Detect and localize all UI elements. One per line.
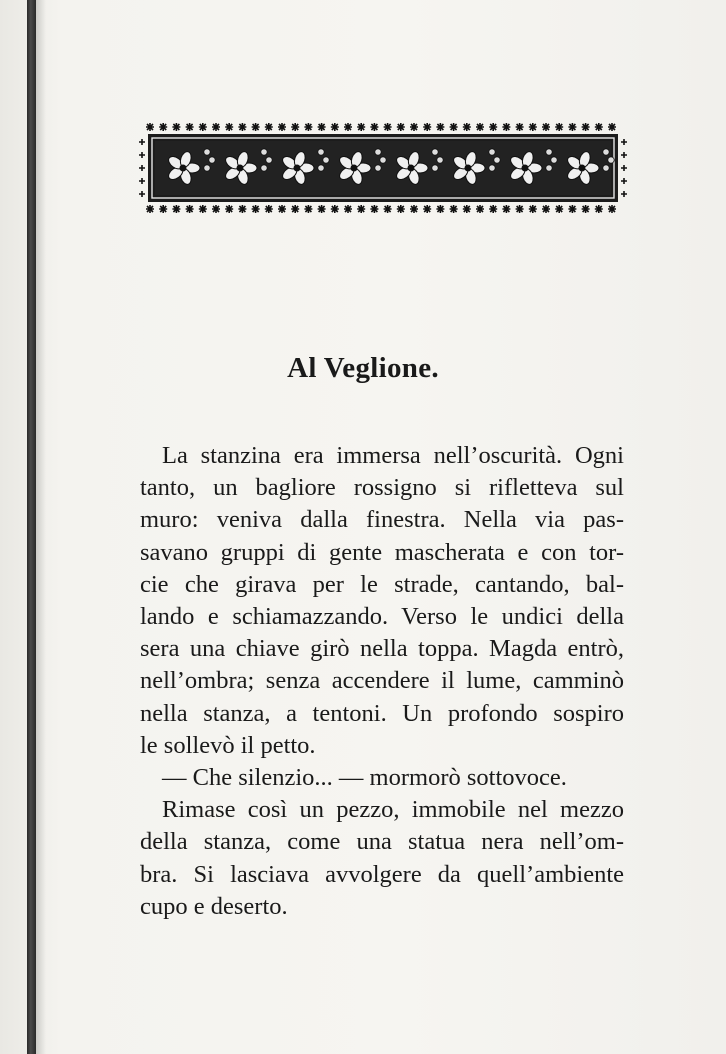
text-line: — Che silenzio... — mormorò sottovoce.	[162, 764, 567, 792]
book-spine	[27, 0, 36, 1054]
text-line: cupo e deserto.	[140, 892, 288, 920]
text-line: nell’ombra; senza accendere il lume, camminò	[140, 667, 624, 695]
text-line: La stanzina era immersa nell’oscurità. Ogni	[162, 442, 624, 469]
text-line: savano gruppi di gente mascherata e con tor-	[140, 538, 624, 566]
text-line: le sollevò il petto.	[140, 731, 316, 759]
paragraph	[140, 762, 624, 794]
spine-shadow	[36, 0, 46, 1054]
body-text	[140, 440, 624, 923]
text-line: sera una chiave girò nella toppa. Magda entrò,	[140, 635, 624, 663]
text-line: muro: veniva dalla finestra. Nella via pas-	[140, 506, 624, 534]
text-line: nella stanza, a tentoni. Un profondo sospiro	[140, 699, 624, 727]
text-line: Rimase così un pezzo, immobile nel mezzo	[162, 796, 624, 824]
text-line: cie che girava per le strade, cantando, bal-	[140, 570, 624, 598]
text-line: bra. Si lasciava avvolgere da quell’ambiente	[140, 860, 624, 888]
floral-border-ornament-icon	[138, 120, 628, 216]
chapter-title: Al Veglione.	[287, 352, 439, 384]
text-line: lando e schiamazzando. Verso le undici della	[140, 603, 624, 631]
text-line: tanto, un bagliore rossigno si rifletteva sul	[140, 474, 624, 502]
paragraph	[140, 440, 624, 762]
text-line: della stanza, come una statua nera nell’om-	[140, 828, 624, 856]
paragraph	[140, 794, 624, 923]
